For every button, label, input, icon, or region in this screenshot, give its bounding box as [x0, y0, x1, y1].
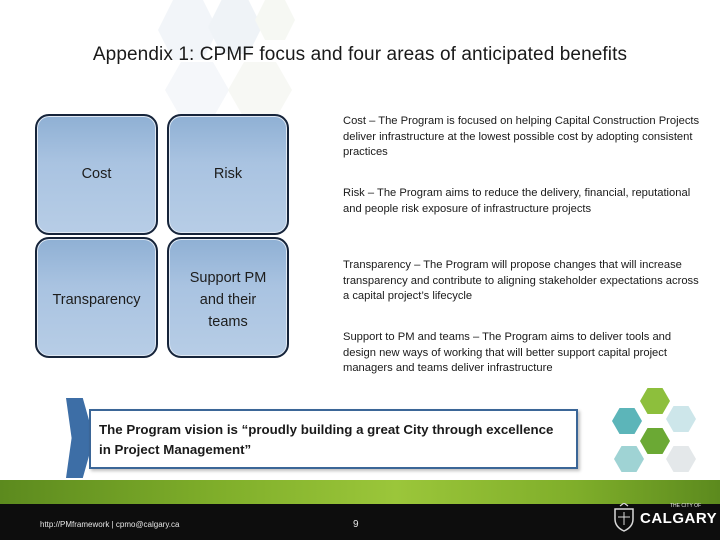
background-hexagon-decoration — [255, 0, 295, 40]
description-support: Support to PM and teams – The Program aims to deliver tools and design new ways of working that will better support capital project managers and teams deliver infrastructure — [343, 331, 672, 374]
hexagon-teal-icon — [614, 446, 644, 472]
quadrant-label-risk: Risk — [213, 166, 243, 182]
description-transparency: Transparency – The Program will propose changes that will increase transparency and contribute to aligning stakeholder expectations across a capital project’s lifecycle — [343, 259, 699, 302]
background-hexagon-decoration — [165, 62, 229, 118]
hexagon-gray-icon — [666, 446, 696, 472]
page-number: 9 — [353, 519, 359, 530]
vision-statement: The Program vision is “proudly building a great City through excellence in Project Management” — [89, 409, 578, 469]
slide-title: Appendix 1: CPMF focus and four areas of anticipated benefits — [92, 44, 628, 65]
footer-green-stripe — [0, 480, 720, 504]
description-cost: Cost – The Program is focused on helping Capital Construction Projects deliver infrastructure at the lowest possible cost by adopting consistent practices — [343, 115, 700, 158]
hexagon-green-icon — [640, 428, 670, 454]
footer-contact-link[interactable]: http://PMframework | cpmo@calgary.ca — [40, 520, 180, 529]
city-logo-name: CALGARY — [640, 510, 718, 527]
hexagon-green-icon — [640, 388, 670, 414]
city-crest-icon — [612, 503, 636, 533]
description-risk: Risk – The Program aims to reduce the delivery, financial, reputational and people risk exposure of infrastructure projects — [343, 187, 691, 215]
hexagon-teal-icon — [612, 408, 642, 434]
quadrant-label-transparency: Transparency — [52, 292, 141, 308]
city-logo-prefix: THE CITY OF — [670, 503, 702, 509]
background-hexagon-decoration — [228, 62, 292, 118]
quadrant-label-support-line3: teams — [208, 314, 248, 330]
quadrant-label-support-line2: and their — [199, 292, 257, 308]
quadrant-label-cost: Cost — [81, 166, 112, 182]
hexagon-lightblue-icon — [666, 406, 696, 432]
quadrant-label-support-line1: Support PM — [189, 270, 267, 286]
